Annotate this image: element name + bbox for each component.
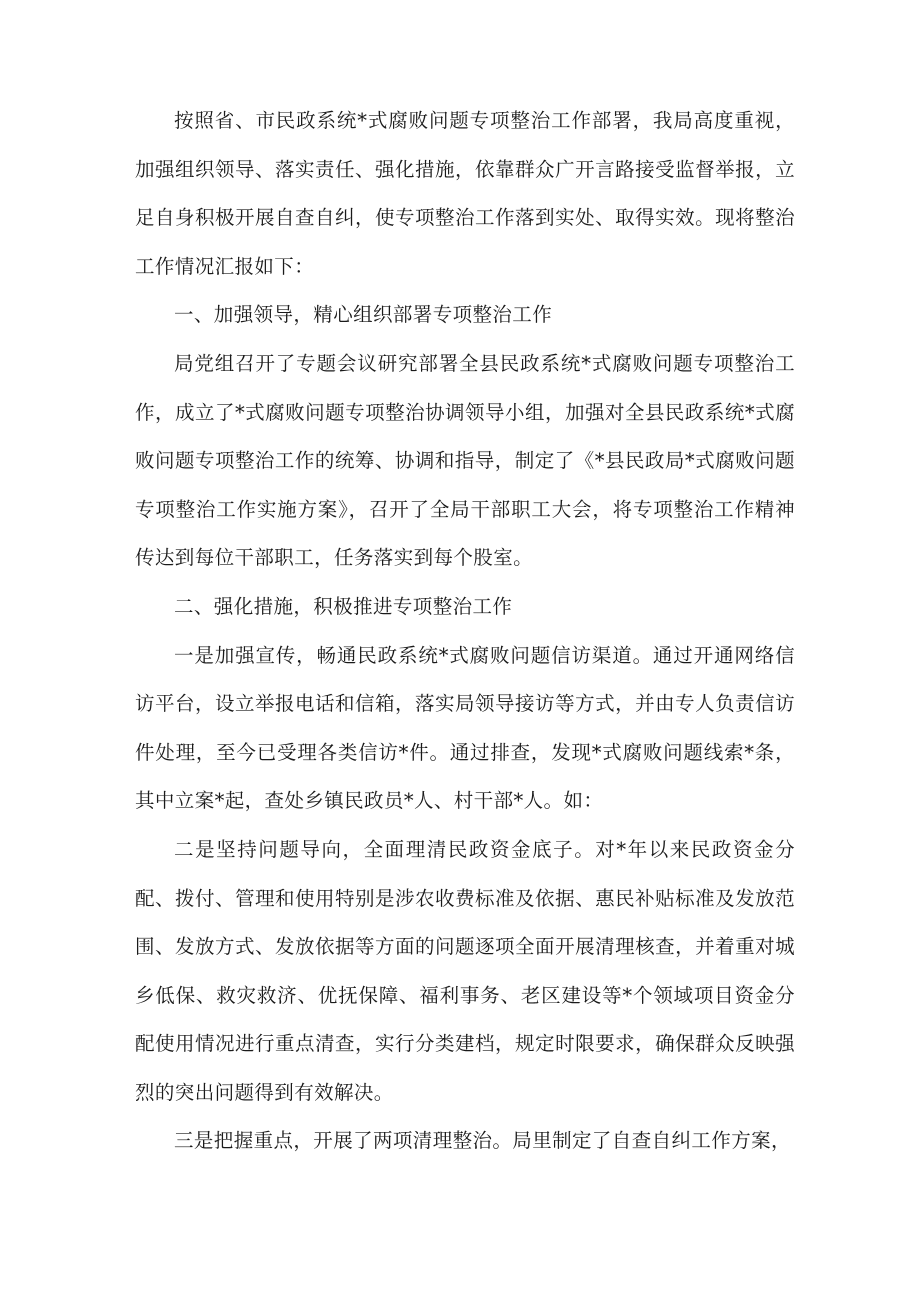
section-heading-1: 一、加强领导，精心组织部署专项整治工作	[174, 303, 553, 327]
document-body	[135, 97, 795, 1166]
section-heading-2: 二、强化措施，积极推进专项整治工作	[174, 594, 513, 618]
paragraph-measure-2: 二是坚持问题导向，全面理清民政资金底子。对*年以来民政资金分配、拨付、管理和使用特别是涉农收费标准及依据、惠民补贴标准及发放范围、发放方式、发放依据等方面的问题逐项全面开展清理核查，并着重对城乡低保、救灾救济、优抚保障、福利事务、老区建设等*个领域项目资金分配使用情况进行重点清查，实行分类建档，规定时限要求，确保群众反映强烈的突出问题得到有效解决。	[135, 837, 795, 1104]
paragraph-measure-1: 一是加强宣传，畅通民政系统*式腐败问题信访渠道。通过开通网络信访平台，设立举报电话和信箱，落实局领导接访等方式，并由专人负责信访件处理，至今已受理各类信访*件。通过排查，发现*式腐败问题线索*条，其中立案*起，查处乡镇民政员*人、村干部*人。如：	[135, 643, 795, 813]
paragraph-section-1: 局党组召开了专题会议研究部署全县民政系统*式腐败问题专项整治工作，成立了*式腐败问题专项整治协调领导小组，加强对全县民政系统*式腐败问题专项整治工作的统筹、协调和指导，制定了《*县民政局*式腐败问题专项整治工作实施方案》，召开了全局干部职工大会，将专项整治工作精神传达到每位干部职工，任务落实到每个股室。	[135, 351, 795, 570]
paragraph-intro: 按照省、市民政系统*式腐败问题专项整治工作部署，我局高度重视，加强组织领导、落实责任、强化措施，依靠群众广开言路接受监督举报，立足自身积极开展自查自纠，使专项整治工作落到实处、取得实效。现将整治工作情况汇报如下：	[135, 109, 795, 278]
paragraph-measure-3: 三是把握重点，开展了两项清理整治。局里制定了自查自纠工作方案，	[174, 1129, 791, 1153]
